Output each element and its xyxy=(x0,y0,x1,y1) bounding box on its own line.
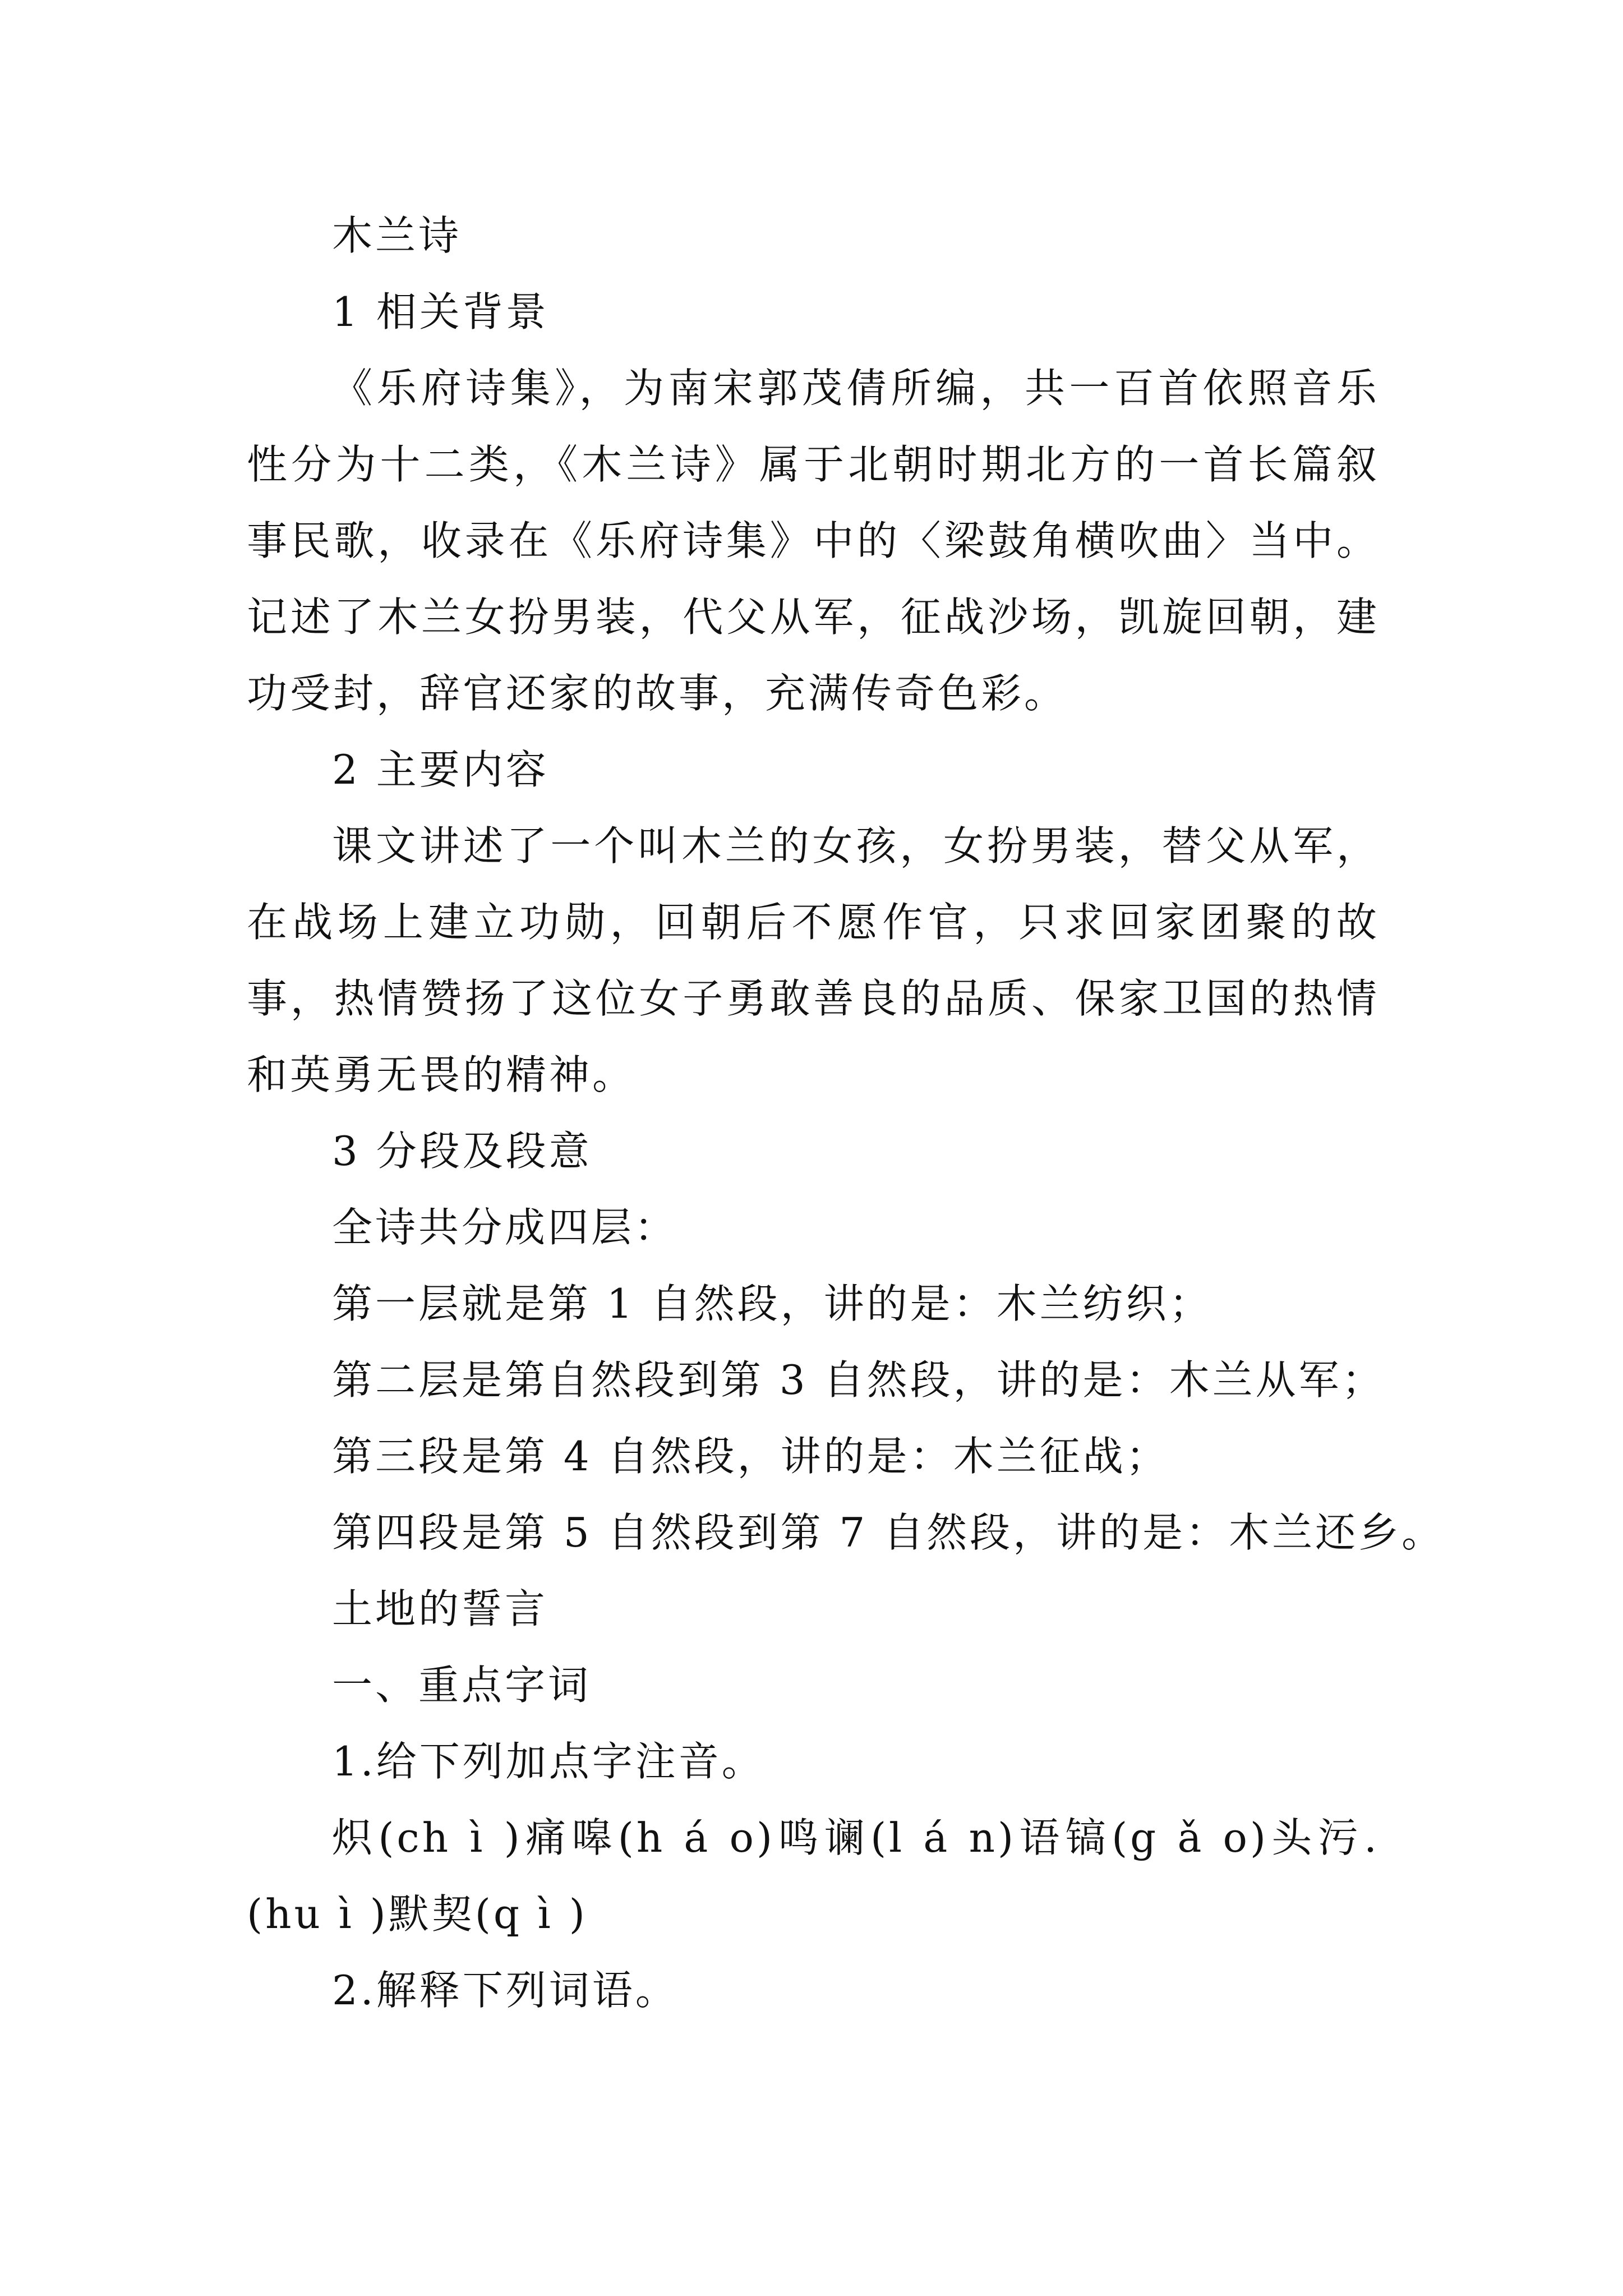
section-heading-segments: 3 分段及段意 xyxy=(332,1128,592,1175)
question-1: 1.给下列加点字注音。 xyxy=(332,1738,765,1785)
layer-item-2: 第二层是第自然段到第 3 自然段，讲的是：木兰从军； xyxy=(332,1356,1385,1404)
layer-item-3: 第三段是第 4 自然段，讲的是：木兰征战； xyxy=(332,1433,1169,1480)
document-title: 木兰诗 xyxy=(332,212,462,259)
question-1-answer: 炽(ch ì )痛嗥(h á o)鸣谰(l á n)语镐(g ǎ o)头污.(hu ì )默契(q ì ) xyxy=(247,1814,1380,1938)
layer-item-1: 第一层就是第 1 自然段，讲的是：木兰纺织； xyxy=(332,1280,1212,1327)
segments-intro: 全诗共分成四层： xyxy=(332,1204,678,1251)
paragraph-background: 《乐府诗集》，为南宋郭茂倩所编，共一百首依照音乐性分为十二类，《木兰诗》属于北朝时期北方的一首长篇叙事民歌，收录在《乐府诗集》中的〈梁鼓角横吹曲〉当中。记述了木兰女扮男装，代父从军，征战沙场，凯旋回朝，建功受封，辞官还家的故事，充满传奇色彩。 xyxy=(247,365,1380,717)
section-heading-main-content: 2 主要内容 xyxy=(332,746,549,793)
second-document-title: 土地的誓言 xyxy=(332,1585,548,1632)
document-body xyxy=(247,197,1445,2028)
question-2: 2.解释下列词语。 xyxy=(332,1967,679,2014)
part-heading-key-words: 一、重点字词 xyxy=(332,1662,592,1709)
section-heading-background: 1 相关背景 xyxy=(332,288,549,335)
layer-item-4: 第四段是第 5 自然段到第 7 自然段，讲的是：木兰还乡。 xyxy=(332,1509,1445,1556)
paragraph-main-content: 课文讲述了一个叫木兰的女孩，女扮男装，替父从军，在战场上建立功勋，回朝后不愿作官，只求回家团聚的故事，热情赞扬了这位女子勇敢善良的品质、保家卫国的热情和英勇无畏的精神。 xyxy=(247,822,1380,1098)
